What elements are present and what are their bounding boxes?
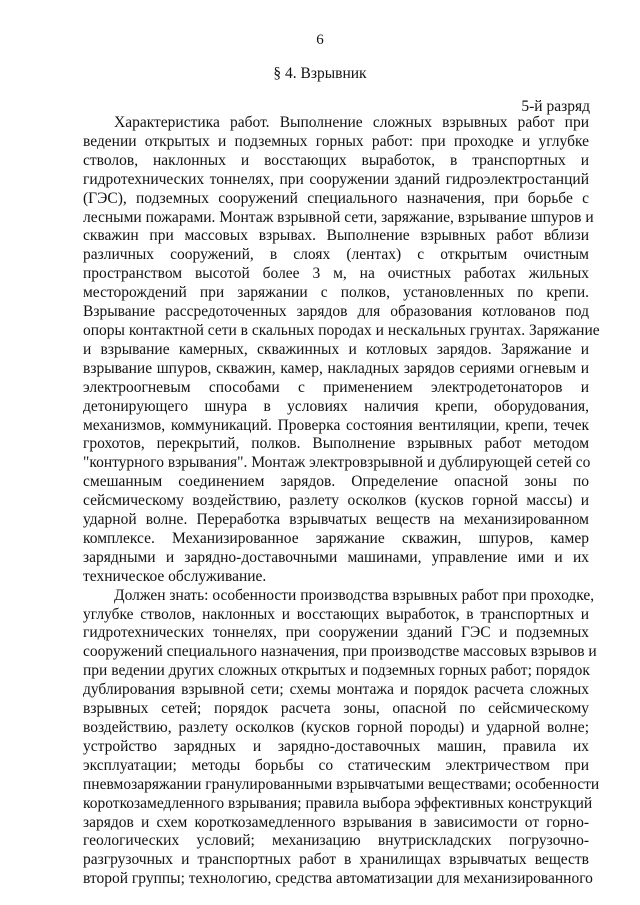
text-line: (ГЭС), подземных сооружений специального назначения, при борьбе с [83, 189, 589, 207]
text-line: гидротехнических тоннелях, при сооружении зданий гидроэлектростанций [83, 170, 589, 188]
text-line: ударной волне. Переработка взрывчатых веществ на механизированном [83, 511, 589, 529]
text-line: ведении открытых и подземных горных работ: при проходке и углубке [83, 132, 589, 150]
text-line: комплексе. Механизированное заряжание скважин, шпуров, камер [83, 529, 589, 547]
page-number: 6 [316, 32, 324, 48]
text-line: опоры контактной сети в скальных породах и нескальных грунтах. Заряжание [83, 321, 600, 339]
text-line: скважин при массовых взрывах. Выполнение взрывных работ вблизи [83, 227, 589, 245]
text-line: детонирующего шнура в условиях наличия крепи, оборудования, [83, 397, 589, 415]
text-line: сооружений специального назначения, при производстве массовых взрывов и [83, 643, 597, 661]
text-line: сейсмическому воздействию, разлету осколков (кусков горной массы) и [83, 492, 589, 510]
text-line: и взрывание камерных, скважинных и котловых зарядов. Заряжание и [83, 340, 589, 358]
text-line: лесными пожарами. Монтаж взрывной сети, заряжание, взрывание шпуров и [83, 208, 594, 226]
text-line: различных сооружений, в слоях (лентах) с открытым очистным [83, 246, 589, 264]
grade-label: 5-й разряд [521, 98, 590, 115]
text-line: Должен знать: особенности производства взрывных работ при проходке, [114, 586, 595, 604]
text-line: взрывных сетей; порядок расчета зоны, опасной по сейсмическому [83, 700, 589, 718]
text-line: эксплуатации; методы борьбы со статическим электричеством при [83, 756, 589, 774]
text-line: смешанным соединением зарядов. Определение опасной зоны по [83, 473, 589, 491]
text-line: электроогневым способами с применением электродетонаторов и [83, 378, 589, 396]
text-line: стволов, наклонных и восстающих выработок, в транспортных и [83, 151, 589, 169]
text-line: техническое обслуживание. [83, 567, 267, 585]
section-title: § 4. Взрывник [273, 65, 367, 82]
paragraph-work-characteristics [83, 114, 600, 587]
text-line: месторождений при заряжании с полков, установленных по крепи. [83, 284, 589, 302]
text-line: при ведении других сложных открытых и подземных горных работ; порядок [83, 662, 590, 680]
text-line: зарядов и схем короткозамедленного взрывания в зависимости от горно- [83, 813, 589, 831]
text-line: Взрывание рассредоточенных зарядов для образования котлованов под [83, 303, 589, 321]
text-line: устройство зарядных и зарядно-доставочных машин, правила их [83, 737, 589, 755]
text-line: зарядными и зарядно-доставочными машинами, управление ими и их [83, 548, 589, 566]
text-line: пневмозаряжании гранулированными взрывчатыми веществами; особенности [83, 775, 600, 793]
text-line: короткозамедленного взрывания; правила выбора эффективных конструкций [83, 794, 593, 812]
document-body [83, 114, 600, 889]
text-line: углубке стволов, наклонных и восстающих выработок, в транспортных и [83, 605, 589, 623]
text-line: "контурного взрывания". Монтаж электровзрывной и дублирующей сетей со [83, 454, 591, 472]
text-line: второй группы; технологию, средства автоматизации для механизированного [83, 870, 593, 888]
text-line: пространством высотой более 3 м, на очистных работах жильных [83, 265, 589, 283]
text-line: грохотов, перекрытий, полков. Выполнение взрывных работ методом [83, 435, 589, 453]
text-line: дублирования взрывной сети; схемы монтажа и порядок расчета сложных [83, 681, 589, 699]
paragraph-required-knowledge [83, 586, 600, 890]
text-line: геологических условий; механизацию внутрискладских погрузочно- [83, 832, 589, 850]
text-line: взрывание шпуров, скважин, камер, накладных зарядов сериями огневым и [83, 359, 589, 377]
text-line: воздействию, разлету осколков (кусков горной породы) и ударной волне; [83, 719, 589, 736]
text-line: механизмов, коммуникаций. Проверка состояния вентиляции, крепи, течек [83, 416, 589, 434]
text-line: Характеристика работ. Выполнение сложных взрывных работ при [114, 114, 589, 131]
text-line: гидротехнических тоннелях, при сооружении зданий ГЭС и подземных [83, 624, 589, 642]
text-line: разгрузочных и транспортных работ в хранилищах взрывчатых веществ [83, 851, 589, 869]
